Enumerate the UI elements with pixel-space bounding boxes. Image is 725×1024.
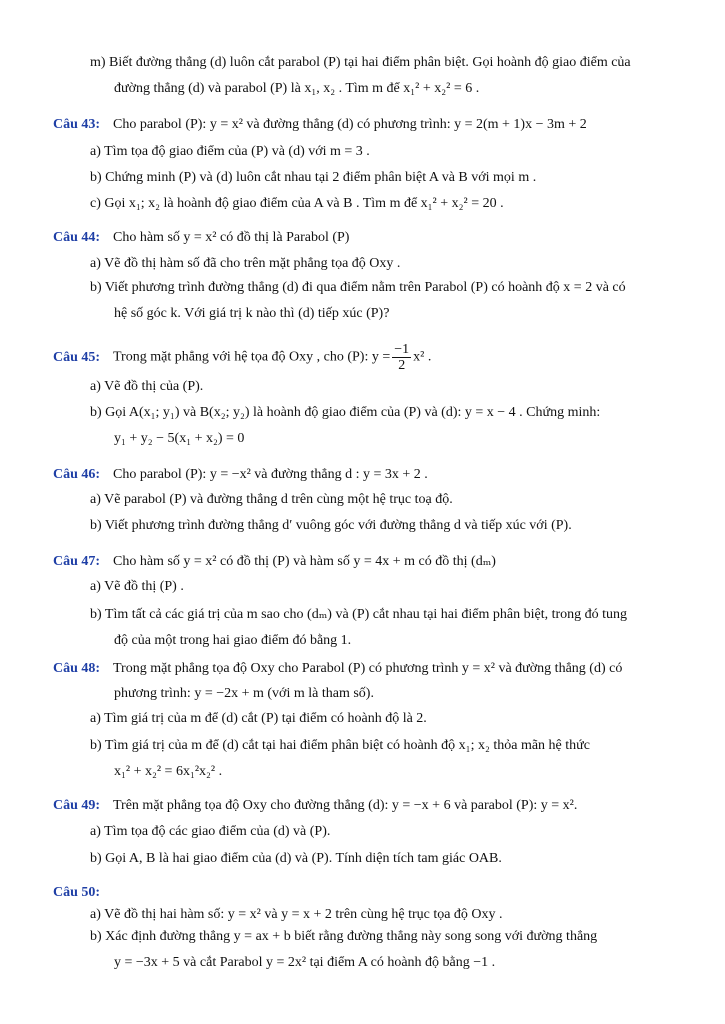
question-label: Câu 46:: [53, 467, 101, 482]
question-44-part-b-line-1: b) Viết phương trình đường thẳng (d) đi qua điểm nằm trên Parabol (P) có hoành độ x = 2 và có: [90, 280, 626, 295]
question-47: Câu 47: Cho hàm số y = x² có đồ thị (P) và hàm số y = 4x + m có đồ thị (dₘ): [53, 553, 496, 571]
question-label: Câu 50:: [53, 885, 101, 900]
question-46-part-b: b) Viết phương trình đường thẳng d′ vuông góc với đường thẳng d và tiếp xúc với (P).: [90, 518, 572, 533]
question-48-part-a: a) Tìm giá trị của m để (d) cắt (P) tại điểm có hoành độ là 2.: [90, 711, 427, 726]
question-label: Câu 45:: [53, 349, 101, 365]
question-43-part-b: b) Chứng minh (P) và (d) luôn cắt nhau tại 2 điểm phân biệt A và B với mọi m .: [90, 170, 537, 185]
question-label: Câu 43:: [53, 117, 101, 132]
question-label: Câu 44:: [53, 230, 101, 245]
question-48-part-b-line-2: x₁² + x₂² = 6x₁²x₂² .: [114, 764, 223, 779]
question-43: Câu 43: Cho parabol (P): y = x² và đường thẳng (d) có phương trình: y = 2(m + 1)x − 3m + 2: [53, 116, 587, 134]
question-43-part-a: a) Tìm tọa độ giao điểm của (P) và (d) với m = 3 .: [90, 144, 370, 159]
question-46-part-a: a) Vẽ parabol (P) và đường thẳng d trên cùng một hệ trục toạ độ.: [90, 492, 453, 507]
question-48-line-2: phương trình: y = −2x + m (với m là tham số).: [114, 686, 374, 701]
question-45-part-b-line-1: b) Gọi A(x₁; y₁) và B(x₂; y₂) là hoành độ giao điểm của (P) và (d): y = x − 4 . Chứng minh:: [90, 405, 601, 420]
question-44-part-b-line-2: hệ số góc k. Với giá trị k nào thì (d) tiếp xúc (P)?: [114, 306, 390, 321]
question-45: Câu 45: Trong mặt phẳng với hệ tọa độ Oxy , cho (P): y = $\frac{-1}{2}$ x² .: [53, 342, 432, 373]
question-50-part-a: a) Vẽ đồ thị hai hàm số: y = x² và y = x + 2 trên cùng hệ trục tọa độ Oxy .: [90, 907, 503, 922]
question-49-part-b: b) Gọi A, B là hai giao điểm của (d) và (P). Tính diện tích tam giác OAB.: [90, 851, 502, 866]
question-label: Câu 48:: [53, 661, 101, 676]
question-m-line-2: đường thẳng (d) và parabol (P) là x₁, x₂ . Tìm m để x₁² + x₂² = 6 .: [114, 81, 480, 96]
question-44: Câu 44: Cho hàm số y = x² có đồ thị là Parabol (P): [53, 229, 349, 247]
fraction: $\frac{-1}{2}$: [394, 342, 410, 373]
question-47-part-b-line-1: b) Tìm tất cả các giá trị của m sao cho (dₘ) và (P) cắt nhau tại hai điểm phân biệt, trong đó tung: [90, 607, 628, 622]
question-47-part-a: a) Vẽ đồ thị (P) .: [90, 579, 184, 594]
question-48: Câu 48: Trong mặt phẳng tọa độ Oxy cho Parabol (P) có phương trình y = x² và đường thẳng (d) có: [53, 660, 622, 678]
question-45-part-b-line-2: y₁ + y₂ − 5(x₁ + x₂) = 0: [114, 431, 245, 446]
question-48-part-b-line-1: b) Tìm giá trị của m để (d) cắt tại hai điểm phân biệt có hoành độ x₁; x₂ thỏa mãn hệ thức: [90, 738, 590, 753]
question-47-part-b-line-2: độ của một trong hai giao điểm đó bằng 1.: [114, 633, 352, 648]
question-49: Câu 49: Trên mặt phẳng tọa độ Oxy cho đường thẳng (d): y = −x + 6 và parabol (P): y = x².: [53, 797, 577, 815]
question-49-part-a: a) Tìm tọa độ các giao điểm của (d) và (P).: [90, 824, 331, 839]
question-m-line-1: m) Biết đường thẳng (d) luôn cắt parabol (P) tại hai điểm phân biệt. Gọi hoành độ giao điểm của: [90, 55, 631, 70]
question-50-part-b-line-2: y = −3x + 5 và cắt Parabol y = 2x² tại điểm A có hoành độ bằng −1 .: [114, 955, 496, 970]
question-50: [53, 884, 113, 902]
question-label: Câu 49:: [53, 798, 101, 813]
question-50-part-b-line-1: b) Xác định đường thẳng y = ax + b biết rằng đường thẳng này song song với đường thẳng: [90, 929, 598, 944]
question-45-part-a: a) Vẽ đồ thị của (P).: [90, 379, 204, 394]
question-46: Câu 46: Cho parabol (P): y = −x² và đường thẳng d : y = 3x + 2 .: [53, 466, 428, 484]
question-label: Câu 47:: [53, 554, 101, 569]
question-43-part-c: c) Gọi x₁; x₂ là hoành độ giao điểm của A và B . Tìm m để x₁² + x₂² = 20 .: [90, 196, 504, 211]
question-44-part-a: a) Vẽ đồ thị hàm số đã cho trên mặt phẳng tọa độ Oxy .: [90, 256, 401, 271]
